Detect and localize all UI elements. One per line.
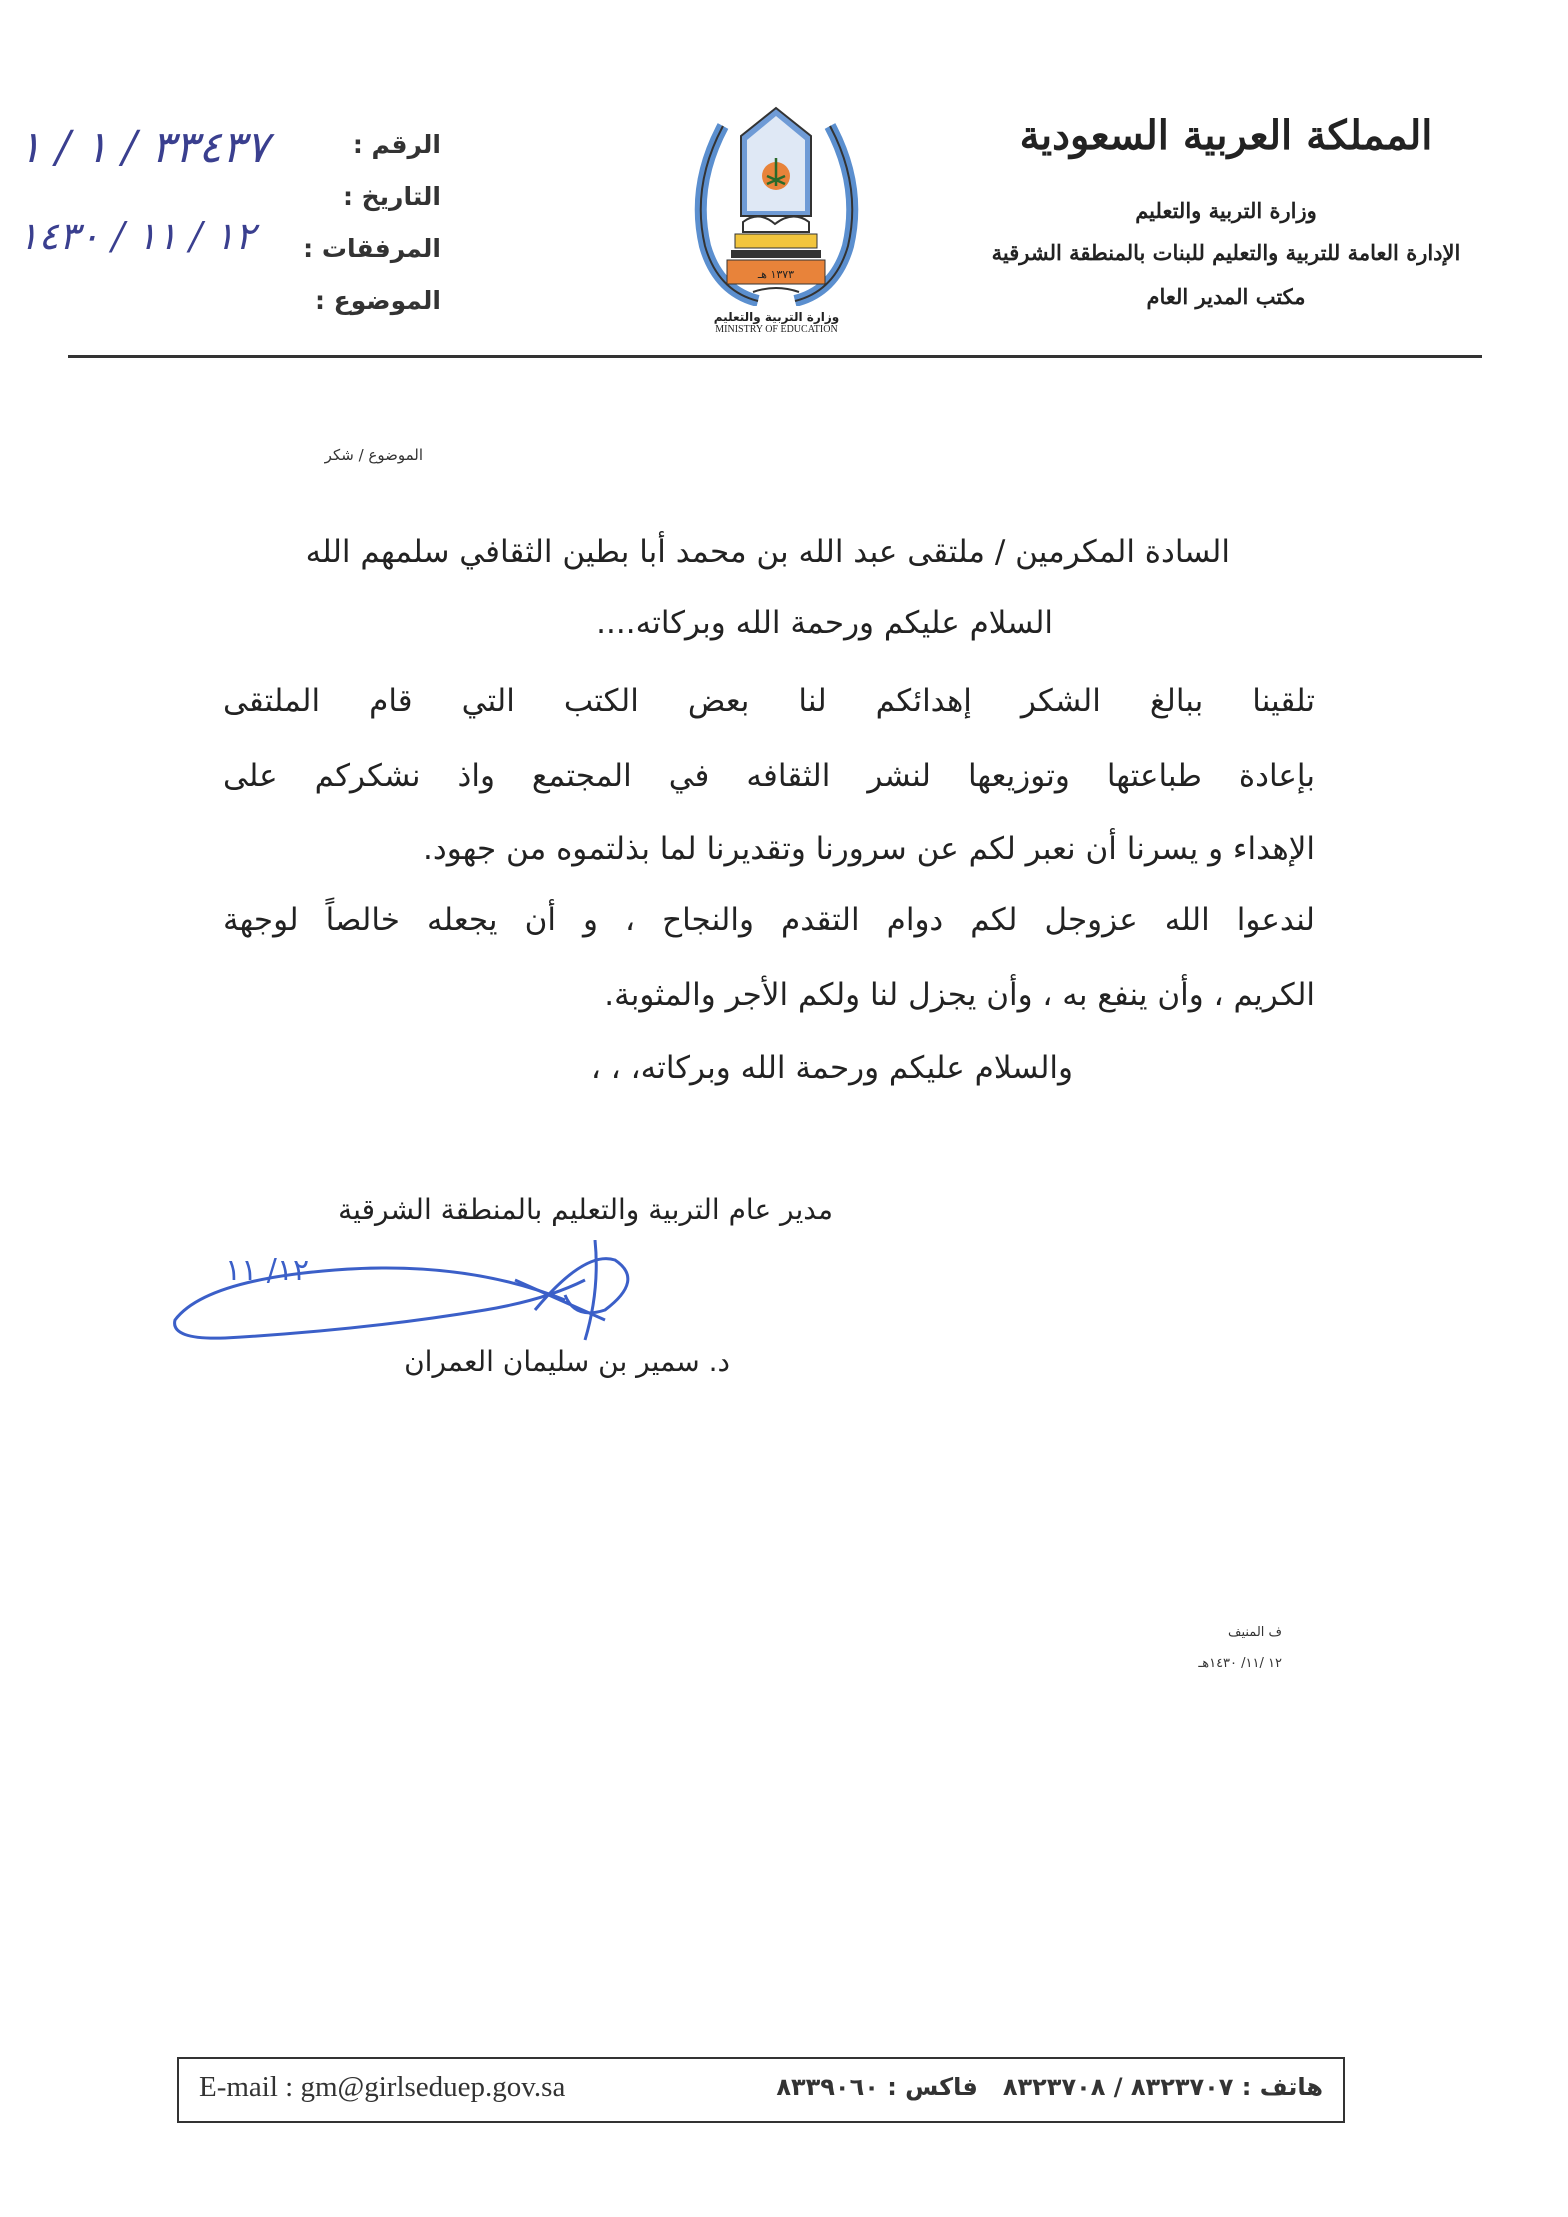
kingdom-title: المملكة العربية السعودية (1019, 112, 1433, 159)
letter-paragraph-line: تلقينا ببالغ الشكر إهدائكم لنا بعض الكتب التي قام الملتقى (223, 683, 1315, 719)
field-label-number: الرقم : (352, 130, 441, 159)
footer-phone-fax: هاتف : ٨٣٢٣٧٠٧ / ٨٣٢٣٧٠٨ فاكس : ٨٣٣٩٠٦٠ (776, 2073, 1323, 2101)
ministry-logo (683, 106, 870, 342)
footer-email: E-mail : gm@girlseduep.gov.sa (199, 2071, 566, 2103)
header-divider (68, 355, 1482, 358)
logo-caption-ar: وزارة التربية والتعليم (713, 310, 840, 324)
letter-paragraph-line: بإعادة طباعتها وتوزيعها لنشر الثقافه في المجتمع واذ نشكركم على (223, 758, 1315, 794)
logo-caption-en: MINISTRY OF EDUCATION (715, 324, 838, 335)
handwritten-number: ٣٣٤٣٧ / ١ / ١ (18, 122, 270, 173)
letter-closing: والسلام عليكم ورحمة الله وبركاته، ، ، (590, 1050, 1073, 1086)
office-name: مكتب المدير العام (1146, 284, 1306, 309)
directorate-name: الإدارة العامة للتربية والتعليم للبنات بالمنطقة الشرقية (991, 240, 1461, 265)
signatory-title: مدير عام التربية والتعليم بالمنطقة الشرقية (338, 1193, 833, 1226)
signatory-name: د. سمير بن سليمان العمران (404, 1345, 730, 1378)
ministry-emblem-icon (683, 106, 870, 306)
typist-initials: ف المنيف (1228, 1625, 1282, 1640)
handwritten-date: ١٢ / ١١ / ١٤٣٠ (18, 214, 256, 258)
logo-year: ١٣٧٣ هـ (757, 268, 795, 281)
field-label-date: التاريخ : (342, 182, 441, 211)
signature-date: ١٢/ ١١ (225, 1253, 310, 1288)
ministry-name: وزارة التربية والتعليم (1135, 198, 1317, 223)
field-label-attachments: المرفقات : (303, 234, 441, 263)
letter-paragraph-line: الكريم ، وأن ينفع به ، وأن يجزل لنا ولكم الأجر والمثوبة. (604, 977, 1315, 1013)
letter-salutation: السادة المكرمين / ملتقى عبد الله بن محمد أبا بطين الثقافي سلمهم الله (305, 534, 1230, 570)
letter-subject: الموضوع / شكر (324, 446, 423, 464)
reference-date: ١٢ /١١/ ١٤٣٠هـ (1198, 1656, 1282, 1671)
letter-paragraph-line: الإهداء و يسرنا أن نعبر لكم عن سرورنا وتقديرنا لما بذلتموه من جهود. (423, 831, 1315, 867)
letter-greeting: السلام عليكم ورحمة الله وبركاته.... (596, 605, 1053, 641)
letter-paragraph-line: لندعوا الله عزوجل لكم دوام التقدم والنجاح ، و أن يجعله خالصاً لوجهة (223, 902, 1315, 938)
field-label-subject: الموضوع : (314, 286, 441, 315)
handwritten-signature (165, 1240, 685, 1350)
footer-contact-box (177, 2057, 1345, 2123)
